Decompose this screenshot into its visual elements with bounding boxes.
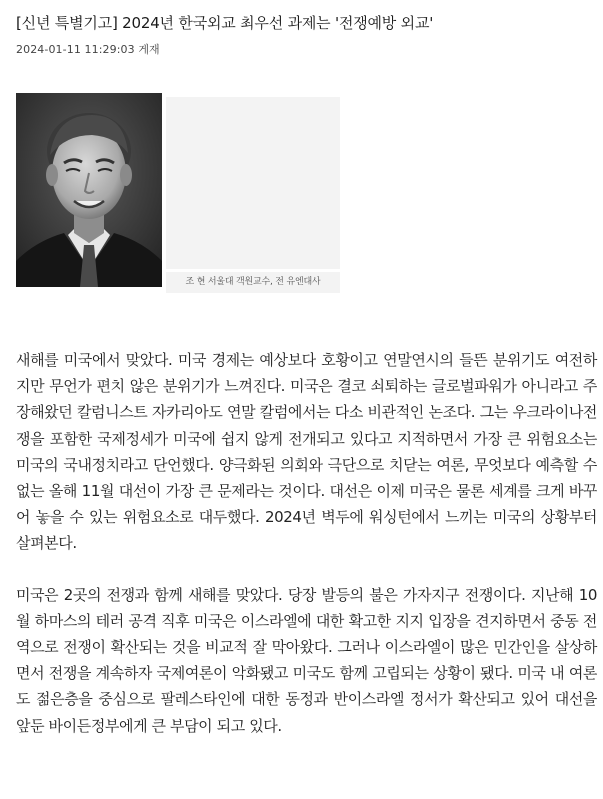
article-date: 2024-01-11 11:29:03 게재 bbox=[16, 43, 160, 56]
article-body bbox=[16, 347, 597, 739]
paragraph-1: 새해를 미국에서 맞았다. 미국 경제는 예상보다 호황이고 연말연시의 들뜬 분위기도 여전하지만 무언가 편치 않은 분위기가 느껴진다. 미국은 결코 쇠퇴하는 글로벌파워가 아니라고 주장해왔던 칼럼니스트 자카리아도 연말 칼럼에서는 다소 비관적인 논조다. 그는 우크라이나전쟁을 포함한 국제정세가 미국에 쉽지 않게 전개되고 있다고 지적하면서 가장 큰 위험요소는 미국의 국내정치라고 단언했다. 양극화된 의회와 극단으로 치닫는 여론, 무엇보다 예측할 수 없는 올해 11월 대선이 가장 큰 문제라는 것이다. 대선은 이제 미국은 물론 세계를 크게 바꾸어 놓을 수 있는 위험요소로 대두했다. 2024년 벽두에 워싱턴에서 느끼는 미국의 상황부터 살펴본다. bbox=[16, 351, 597, 553]
portrait-image bbox=[16, 93, 162, 287]
photo-container bbox=[16, 93, 341, 295]
article-title: [신년 특별기고] 2024년 한국외교 최우선 과제는 '전쟁예방 외교' bbox=[16, 14, 434, 32]
photo-caption: 조 현 서울대 객원교수, 전 유엔대사 bbox=[166, 272, 340, 293]
paragraph-2: 미국은 2곳의 전쟁과 함께 새해를 맞았다. 당장 발등의 불은 가자지구 전쟁이다. 지난해 10월 하마스의 테러 공격 직후 미국은 이스라엘에 대한 확고한 지지 입장을 견지하면서 중동 전역으로 전쟁이 확산되는 것을 비교적 잘 막아왔다. 그러나 이스라엘이 많은 민간인을 살상하면서 전쟁을 계속하자 국제여론이 악화됐고 미국도 함께 고립되는 상황이 됐다. 미국 내 여론도 젊은층을 중심으로 팔레스타인에 대한 동정과 반이스라엘 정서가 확산되고 있어 대선을 앞둔 바이든정부에게 큰 부담이 되고 있다. bbox=[16, 585, 597, 735]
photo-placeholder bbox=[166, 97, 340, 269]
author-photo bbox=[16, 93, 162, 287]
